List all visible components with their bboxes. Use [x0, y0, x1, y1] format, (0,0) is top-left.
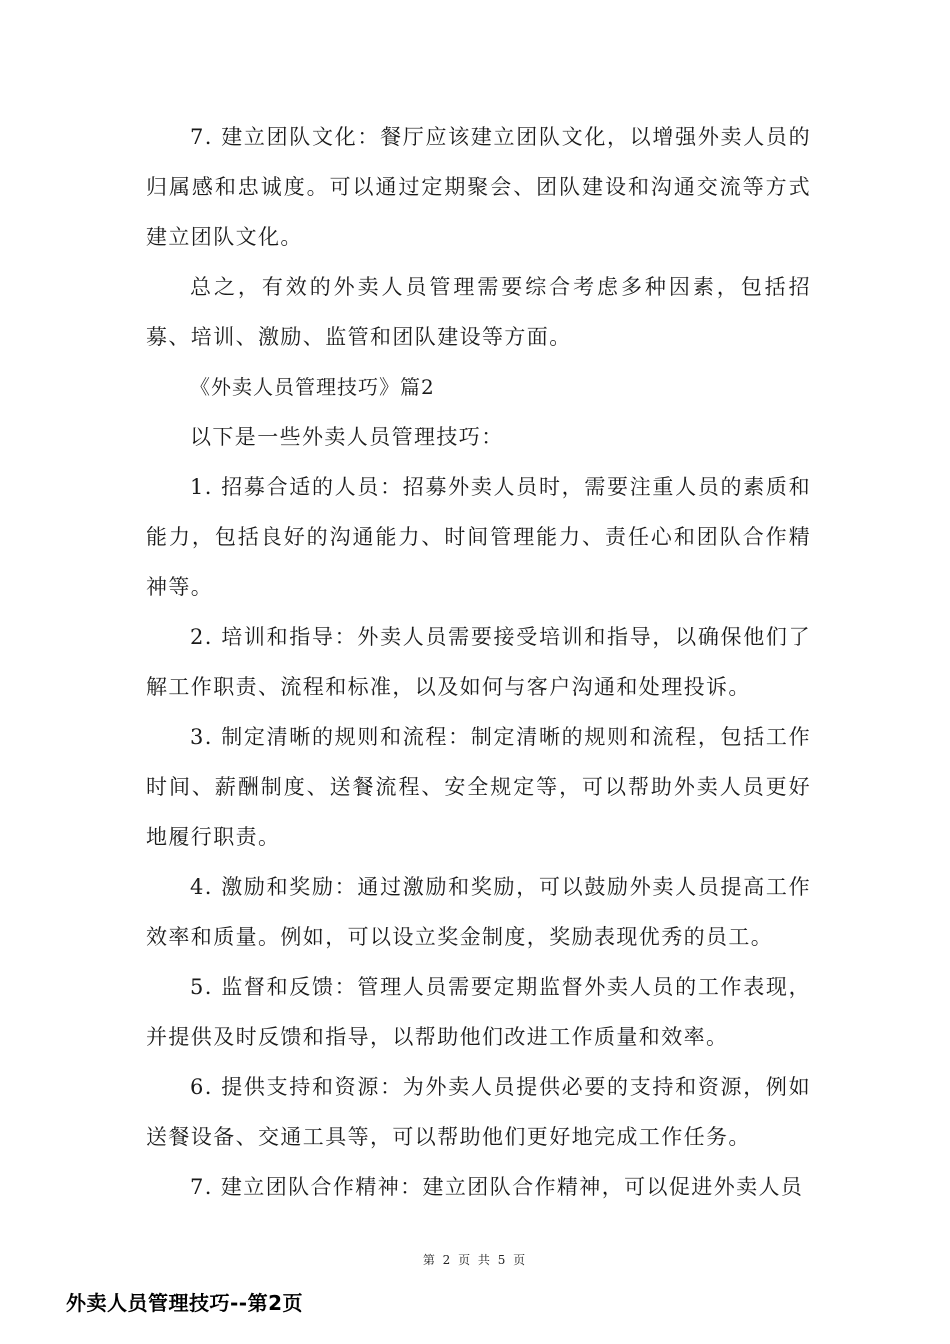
document-body — [146, 112, 811, 1212]
document-page-label: 外卖人员管理技巧--第2页 — [66, 1291, 304, 1315]
list-item: 6. 提供支持和资源：为外卖人员提供必要的支持和资源，例如送餐设备、交通工具等，可以帮助他们更好地完成工作任务。 — [146, 1075, 811, 1149]
paragraph-team-culture: 7. 建立团队文化：餐厅应该建立团队文化，以增强外卖人员的归属感和忠诚度。可以通过定期聚会、团队建设和沟通交流等方式建立团队文化。 — [146, 125, 811, 249]
section-intro: 以下是一些外卖人员管理技巧： — [190, 425, 504, 449]
list-item: 4. 激励和奖励：通过激励和奖励，可以鼓励外卖人员提高工作效率和质量。例如，可以设立奖金制度，奖励表现优秀的员工。 — [146, 875, 811, 949]
list-item: 5. 监督和反馈：管理人员需要定期监督外卖人员的工作表现，并提供及时反馈和指导，以帮助他们改进工作质量和效率。 — [146, 975, 811, 1049]
paragraph-summary: 总之，有效的外卖人员管理需要综合考虑多种因素，包括招募、培训、激励、监管和团队建设等方面。 — [146, 275, 811, 349]
page-number-footer: 第 2 页 共 5 页 — [422, 1253, 528, 1267]
list-item: 3. 制定清晰的规则和流程：制定清晰的规则和流程，包括工作时间、薪酬制度、送餐流程、安全规定等，可以帮助外卖人员更好地履行职责。 — [146, 725, 811, 849]
list-item: 2. 培训和指导：外卖人员需要接受培训和指导，以确保他们了解工作职责、流程和标准，以及如何与客户沟通和处理投诉。 — [146, 625, 811, 699]
section-title: 《外卖人员管理技巧》篇2 — [190, 375, 435, 399]
list-item: 7. 建立团队合作精神：建立团队合作精神，可以促进外卖人员 — [190, 1175, 804, 1199]
list-item: 1. 招募合适的人员：招募外卖人员时，需要注重人员的素质和能力，包括良好的沟通能力、时间管理能力、责任心和团队合作精神等。 — [146, 475, 811, 599]
